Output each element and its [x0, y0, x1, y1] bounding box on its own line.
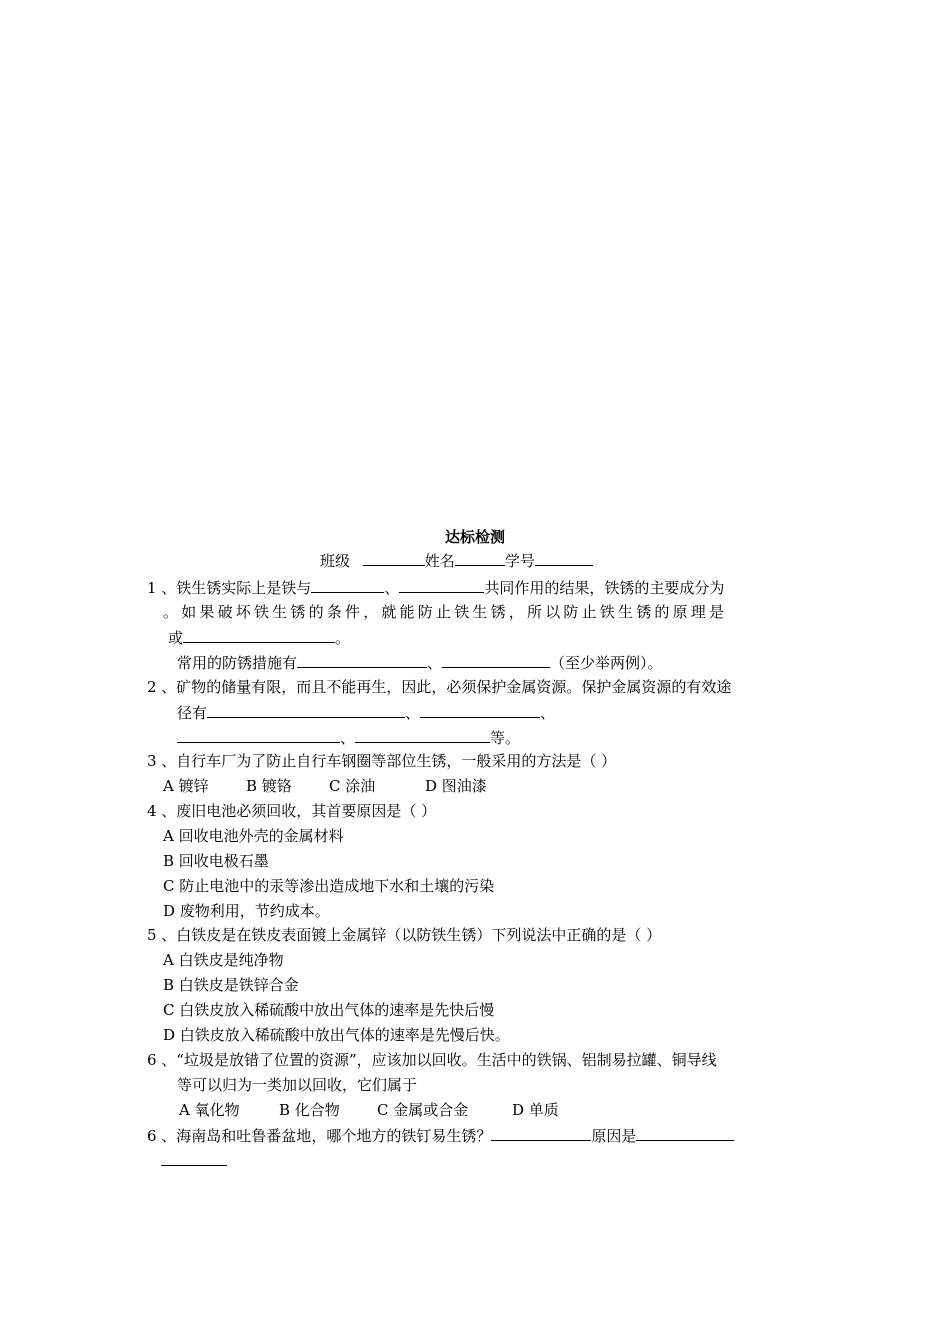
q2-prefix: 径有 — [177, 704, 208, 722]
q1-sep-2: 、 — [427, 654, 443, 672]
student-info-line — [320, 550, 593, 571]
question-6b-line-2 — [161, 1150, 227, 1171]
question-1-line-3 — [168, 627, 350, 648]
question-1-line-2: 。如果破坏铁生锈的条件，就能防止铁生锈，所以防止铁生锈的原理是 — [163, 603, 728, 621]
question-2-line-2 — [177, 702, 555, 723]
q2-blank-1[interactable] — [207, 702, 405, 718]
q4-option-a[interactable]: A 回收电池外壳的金属材料 — [163, 827, 344, 845]
q2-sep-2: 、 — [540, 704, 556, 722]
question-6a-line-1: 6 、“垃圾是放错了位置的资源”，应该加以回收。生活中的铁锅、铝制易拉罐、铜导线 — [147, 1051, 717, 1069]
q2-blank-2[interactable] — [420, 702, 540, 718]
q1-blank-5[interactable] — [442, 652, 550, 668]
question-6a-options — [179, 1100, 559, 1120]
q2-sep-1: 、 — [405, 704, 421, 722]
q4-option-b[interactable]: B 回收电极石墨 — [163, 852, 269, 870]
q5-option-b[interactable]: B 白铁皮是铁锌合金 — [163, 976, 299, 994]
q6a-option-c[interactable]: C 金属或合金 — [377, 1101, 469, 1119]
q1-text-1: 1 、铁生锈实际上是铁与 — [147, 579, 312, 597]
name-label: 姓名 — [424, 552, 455, 570]
q2-blank-3[interactable] — [177, 727, 340, 743]
q6b-text-1: 6 、海南岛和吐鲁番盆地，哪个地方的铁钉易生锈？ — [147, 1127, 492, 1145]
name-blank[interactable] — [455, 550, 505, 566]
q6b-text-2: 原因是 — [591, 1127, 637, 1145]
question-2-line-1: 2 、矿物的储量有限，而且不能再生，因此，必须保护金属资源。保护金属资源的有效途 — [147, 678, 732, 696]
question-4-stem: 4 、废旧电池必须回收，其首要原因是（ ） — [147, 802, 437, 820]
q5-option-c[interactable]: C 白铁皮放入稀硫酸中放出气体的速率是先快后慢 — [163, 1001, 495, 1019]
q1-period: 。 — [335, 629, 351, 647]
question-1-line-1 — [147, 577, 724, 598]
q5-option-d[interactable]: D 白铁皮放入稀硫酸中放出气体的速率是先慢后快。 — [163, 1026, 510, 1044]
q6a-option-d[interactable]: D 单质 — [512, 1101, 559, 1119]
q6a-option-a[interactable]: A 氧化物 — [179, 1101, 240, 1119]
q3-option-b[interactable]: B 镀铬 — [246, 777, 292, 795]
number-blank[interactable] — [535, 550, 593, 566]
q2-blank-4[interactable] — [355, 727, 490, 743]
q1-suffix: （至少举两例）。 — [550, 654, 663, 672]
page-title: 达标检测 — [444, 528, 505, 546]
q3-option-a[interactable]: A 镀锌 — [163, 777, 209, 795]
question-2-line-3 — [177, 727, 520, 748]
q3-option-d[interactable]: D 图油漆 — [425, 777, 487, 795]
q6b-blank-3[interactable] — [161, 1150, 227, 1166]
q1-blank-2[interactable] — [399, 577, 484, 593]
q1-blank-1[interactable] — [311, 577, 384, 593]
q2-sep-3: 、 — [340, 729, 356, 747]
number-label: 学号 — [504, 552, 535, 570]
q6a-option-b[interactable]: B 化合物 — [279, 1101, 340, 1119]
q4-option-c[interactable]: C 防止电池中的汞等渗出造成地下水和土壤的污染 — [163, 877, 495, 895]
q1-blank-4[interactable] — [297, 652, 427, 668]
q1-blank-3[interactable] — [183, 627, 335, 643]
q2-suffix: 等。 — [490, 729, 521, 747]
q1-sep-1: 、 — [384, 579, 400, 597]
question-1-line-4 — [177, 652, 663, 673]
q1-text-2: 共同作用的结果，铁锈的主要成分为 — [484, 579, 725, 597]
class-label: 班级 — [320, 552, 351, 570]
q1-or: 或 — [168, 629, 184, 647]
question-6b-line-1 — [147, 1125, 734, 1146]
class-blank[interactable] — [363, 550, 425, 566]
q6b-blank-2[interactable] — [636, 1125, 734, 1141]
q4-option-d[interactable]: D 废物利用，节约成本。 — [163, 902, 330, 920]
q1-measures-label: 常用的防锈措施有 — [177, 654, 298, 672]
question-3-options — [163, 776, 487, 796]
question-6a-line-2: 等可以归为一类加以回收，它们属于 — [177, 1076, 418, 1094]
question-3-stem: 3 、自行车厂为了防止自行车钢圈等部位生锈，一般采用的方法是（ ） — [147, 752, 617, 770]
question-5-stem: 5 、白铁皮是在铁皮表面镀上金属锌（以防铁生锈）下列说法中正确的是（ ） — [147, 926, 662, 944]
q5-option-a[interactable]: A 白铁皮是纯净物 — [163, 951, 284, 969]
q6b-blank-1[interactable] — [491, 1125, 591, 1141]
q3-option-c[interactable]: C 涂油 — [329, 777, 376, 795]
